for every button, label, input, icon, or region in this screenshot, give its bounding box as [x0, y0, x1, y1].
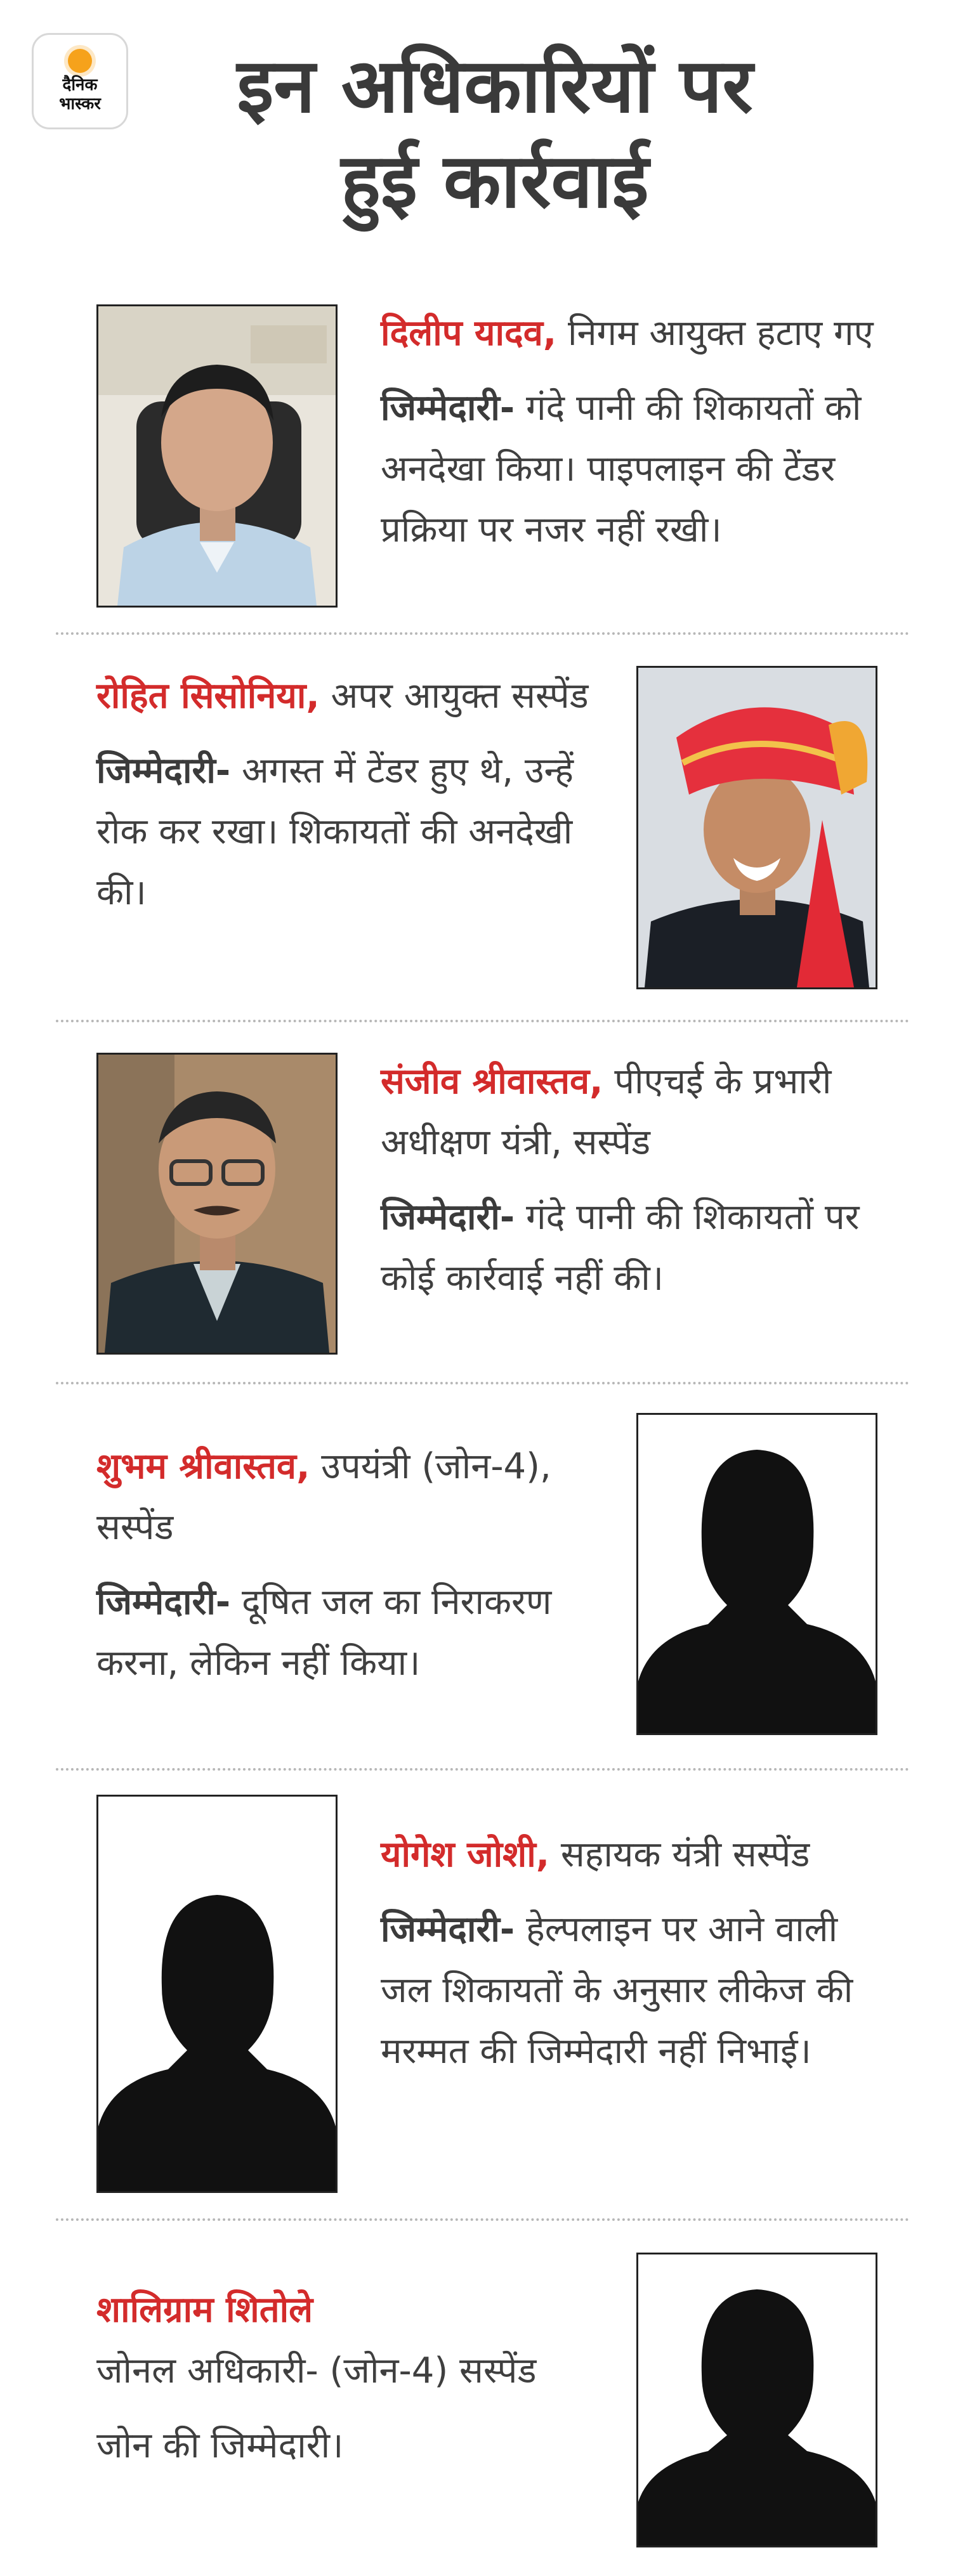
sun-icon: [68, 49, 92, 73]
entry-heading: [381, 1825, 876, 1885]
entry-shaligram-shitole: [96, 2280, 617, 2476]
responsibility-text: अगस्त में टेंडर हुए थे, उन्हें रोक कर रखा। शिकायतों की अनदेखी की।: [96, 750, 574, 913]
logo-text-line1: दैनिक: [62, 75, 98, 94]
silhouette-icon: [638, 1415, 876, 1733]
official-name: शालिग्राम शितोले: [96, 2289, 313, 2331]
entry-dilip-yadav: [381, 303, 876, 561]
official-action: अपर आयुक्त सस्पेंड: [319, 675, 589, 717]
silhouette-icon: [98, 1797, 336, 2191]
official-action: जोनल अधिकारी- (जोन-4) सस्पेंड: [96, 2350, 537, 2391]
portrait-image: [638, 668, 876, 987]
photo-shubham-shrivastava: [636, 1413, 877, 1735]
entry-responsibility: [96, 741, 604, 923]
photo-rohit-sisoniya: [636, 666, 877, 989]
entry-heading: [381, 1051, 876, 1173]
responsibility-label: जिम्मेदारी-: [381, 387, 515, 429]
responsibility-text: दूषित जल का निराकरण करना, लेकिन नहीं किया।: [96, 1582, 552, 1684]
photo-dilip-yadav: [96, 304, 338, 608]
official-action: पीएचई के प्रभारी अधीक्षण यंत्री, सस्पेंड: [381, 1061, 832, 1163]
divider: [56, 632, 909, 635]
official-name: रोहित सिसोनिया,: [96, 675, 320, 717]
photo-shaligram-shitole: [636, 2253, 877, 2547]
headline: [152, 38, 837, 228]
entry-responsibility: [96, 1572, 604, 1694]
responsibility-text: हेल्पलाइन पर आने वाली जल शिकायतों के अनुसार लीकेज की मरम्मत की जिम्मेदारी नहीं निभाई।: [381, 1909, 853, 2072]
divider: [56, 1382, 909, 1384]
responsibility-label: जिम्मेदारी-: [96, 1582, 231, 1623]
official-action: निगम आयुक्त हटाए गए: [556, 313, 874, 354]
logo-text-line2: भास्कर: [59, 94, 101, 114]
photo-yogesh-joshi: [96, 1795, 338, 2193]
responsibility-label: जिम्मेदारी-: [381, 1909, 515, 1950]
responsibility-label: जिम्मेदारी-: [381, 1197, 515, 1238]
official-name: शुभम श्रीवास्तव,: [96, 1446, 310, 1487]
photo-sanjeev-shrivastava: [96, 1053, 338, 1355]
silhouette-icon: [638, 2254, 876, 2546]
divider: [56, 2218, 909, 2221]
entry-shubham-shrivastava: [96, 1436, 604, 1694]
headline-line2: हुई कार्रवाई: [341, 137, 649, 224]
entry-sanjeev-shrivastava: [381, 1051, 876, 1309]
entry-responsibility: [381, 1899, 876, 2082]
entry-yogesh-joshi: [381, 1825, 876, 2082]
responsibility-label: जिम्मेदारी-: [96, 750, 231, 791]
entry-rohit-sisoniya: [96, 666, 604, 923]
portrait-image: [98, 306, 336, 606]
entry-heading: [96, 1436, 604, 1558]
divider: [56, 1020, 909, 1022]
dainik-bhaskar-logo: [32, 33, 128, 129]
headline-line1: इन अधिकारियों पर: [237, 42, 753, 129]
portrait-image: [98, 1055, 336, 1353]
responsibility-text: गंदे पानी की शिकायतों पर कोई कार्रवाई नहीं की।: [381, 1197, 860, 1299]
divider: [56, 1768, 909, 1771]
official-action: सहायक यंत्री सस्पेंड: [549, 1834, 810, 1875]
responsibility-text: गंदे पानी की शिकायतों को अनदेखा किया। पाइपलाइन की टेंडर प्रक्रिया पर नजर नहीं रखी।: [381, 387, 862, 550]
entry-heading: [96, 666, 604, 727]
entry-responsibility: [381, 1187, 876, 1309]
entry-heading: [381, 303, 876, 364]
official-name: योगेश जोशी,: [381, 1834, 550, 1875]
entry-responsibility: [381, 378, 876, 561]
responsibility-text: जोन की जिम्मेदारी।: [96, 2425, 344, 2466]
official-action: उपयंत्री (जोन-4), सस्पेंड: [96, 1446, 551, 1548]
official-name: संजीव श्रीवास्तव,: [381, 1061, 603, 1102]
official-name: दिलीप यादव,: [381, 313, 557, 354]
